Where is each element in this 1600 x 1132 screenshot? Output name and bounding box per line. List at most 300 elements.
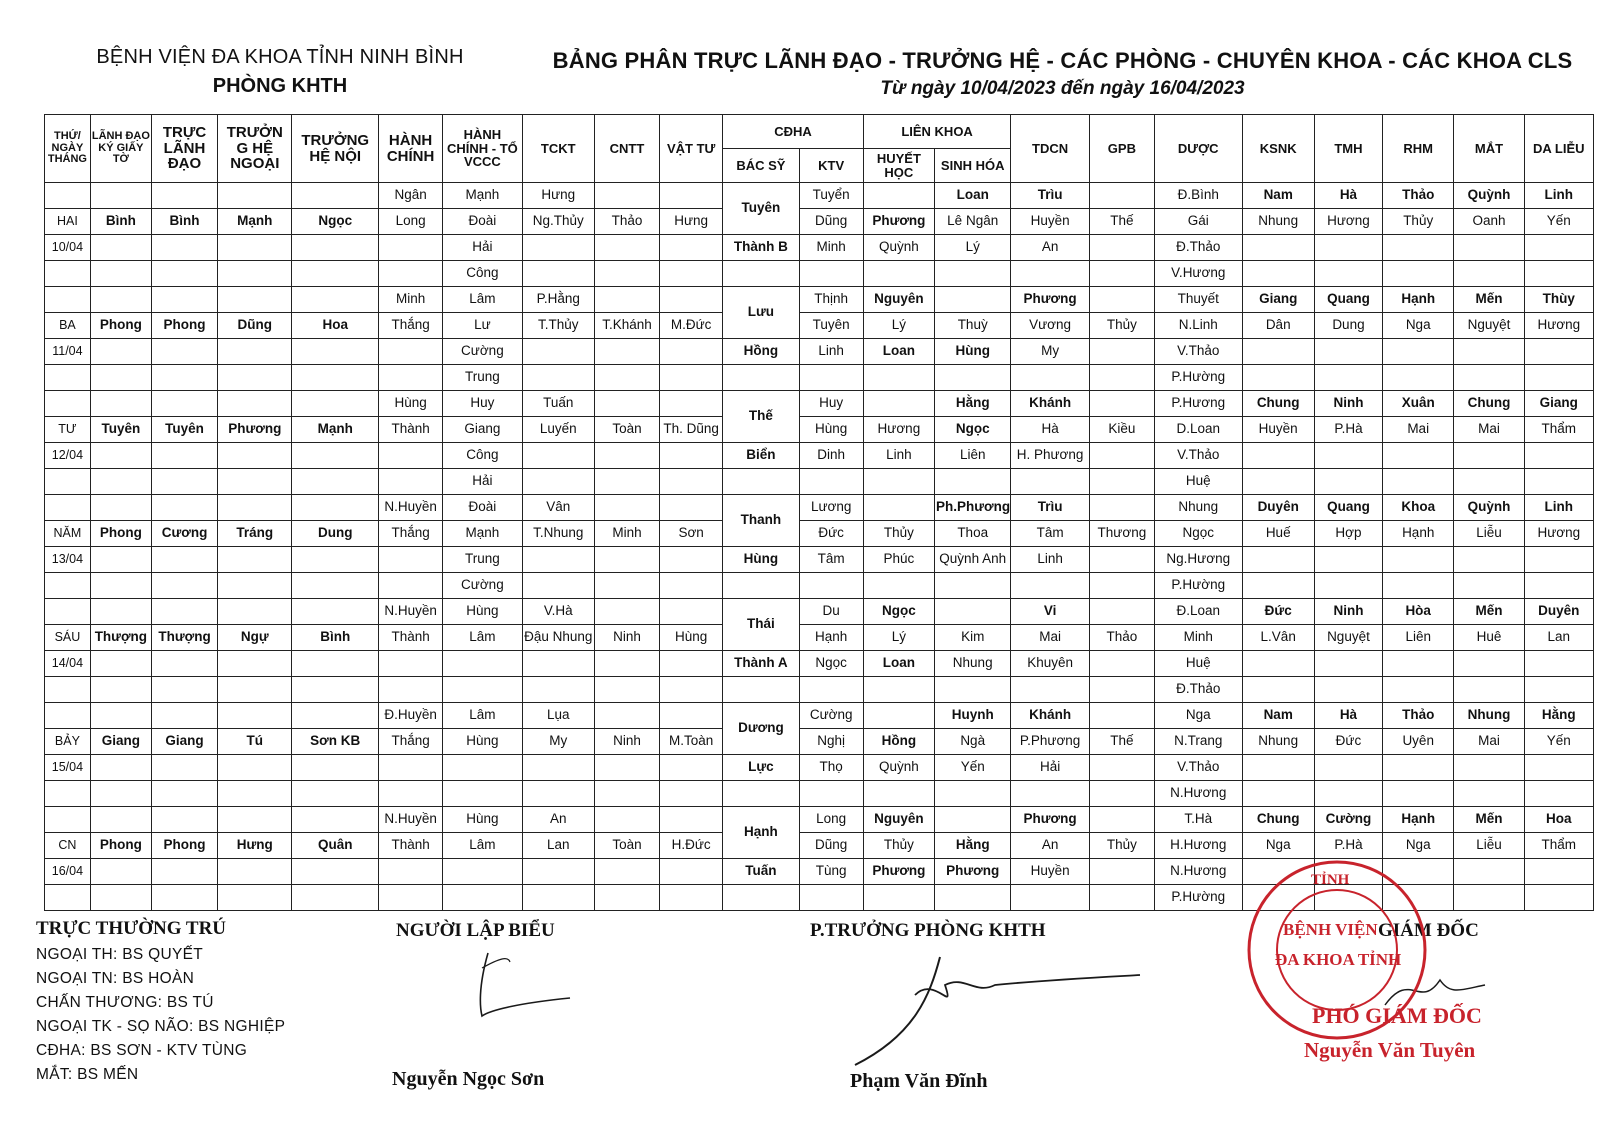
cell-huyet-hoc <box>863 183 934 209</box>
cell-empty <box>1454 469 1524 495</box>
cell-empty <box>151 885 217 911</box>
roster-row <box>45 547 1594 573</box>
cell-empty <box>1089 885 1154 911</box>
cell-empty <box>935 885 1011 911</box>
cell-hanh-chinh: Thắng <box>379 729 443 755</box>
cell-truong-he-ngoai: Mạnh <box>218 209 292 235</box>
cell-mat: Mến <box>1454 807 1524 833</box>
cell-empty <box>1524 235 1593 261</box>
cell-cntt: Ninh <box>594 625 659 651</box>
cell-empty <box>594 781 659 807</box>
cell-empty <box>45 677 91 703</box>
cell-cntt: Thảo <box>594 209 659 235</box>
cell-tckt: Tuấn <box>522 391 594 417</box>
cell-empty <box>379 339 443 365</box>
cell-empty <box>218 651 292 677</box>
cell-empty <box>799 365 863 391</box>
cell-empty <box>1314 651 1382 677</box>
truc-line: MẮT: BS MẾN <box>36 1066 139 1083</box>
cell-lanh-dao-ky: Phong <box>90 313 151 339</box>
cell-empty <box>218 391 292 417</box>
cell-empty <box>151 755 217 781</box>
cell-day: SÁU <box>45 625 91 651</box>
cell-empty <box>1011 677 1089 703</box>
cell-mat: Nhung <box>1454 703 1524 729</box>
cell-truong-he-ngoai: Ngự <box>218 625 292 651</box>
col-header-bac-sy: BÁC SỸ <box>723 149 799 183</box>
cell-empty <box>1011 261 1089 287</box>
cell-empty <box>90 339 151 365</box>
cell-bac-sy: Thái <box>723 599 799 651</box>
cell-da-lieu: Giang <box>1524 391 1593 417</box>
roster-row <box>45 339 1594 365</box>
cell-hanh-chinh-to: Hùng <box>443 729 522 755</box>
cell-empty <box>660 755 723 781</box>
cell-empty <box>522 651 594 677</box>
roster-row <box>45 183 1594 209</box>
cell-empty <box>218 677 292 703</box>
cell-huyet-hoc: Hương <box>863 417 934 443</box>
cell-mat: Mến <box>1454 599 1524 625</box>
cell-empty <box>292 365 379 391</box>
cell-empty <box>1089 573 1154 599</box>
cell-empty <box>45 495 91 521</box>
cell-empty <box>151 287 217 313</box>
cell-duoc: P.Hương <box>1154 391 1242 417</box>
cell-empty <box>151 807 217 833</box>
cell-tckt: Đậu Nhung <box>522 625 594 651</box>
cell-tmh: Quang <box>1314 287 1382 313</box>
cell-empty <box>1383 677 1454 703</box>
cell-vat-tu: M.Toàn <box>660 729 723 755</box>
cell-empty <box>1089 287 1154 313</box>
roster-row <box>45 495 1594 521</box>
cell-empty <box>1011 573 1089 599</box>
cell-hanh-chinh-to: Lâm <box>443 287 522 313</box>
cell-ktv: Tùng <box>799 859 863 885</box>
cell-empty <box>1314 573 1382 599</box>
cell-hanh-chinh-to: Trung <box>443 365 522 391</box>
cell-vat-tu: H.Đức <box>660 833 723 859</box>
cell-ksnk: Huế <box>1242 521 1314 547</box>
cell-tdcn: Phương <box>1011 287 1089 313</box>
cell-empty <box>90 703 151 729</box>
cell-empty <box>1011 885 1089 911</box>
cell-empty <box>799 261 863 287</box>
cell-ktv: Long <box>799 807 863 833</box>
cell-ktv: Huy <box>799 391 863 417</box>
cell-date: 11/04 <box>45 339 91 365</box>
cell-empty <box>1242 235 1314 261</box>
truc-line: NGOẠI TK - SỌ NÃO: BS NGHIỆP <box>36 1018 286 1035</box>
cell-empty <box>90 677 151 703</box>
cell-tckt: T.Thủy <box>522 313 594 339</box>
cell-da-lieu: Thẩm <box>1524 833 1593 859</box>
cell-empty <box>660 183 723 209</box>
roster-body <box>45 183 1594 911</box>
cell-empty <box>660 599 723 625</box>
cell-empty <box>218 495 292 521</box>
cell-duoc: H.Hương <box>1154 833 1242 859</box>
cell-tdcn: Linh <box>1011 547 1089 573</box>
cell-ksnk: L.Vân <box>1242 625 1314 651</box>
cell-rhm: Nga <box>1383 833 1454 859</box>
cell-empty <box>292 755 379 781</box>
roster-row <box>45 755 1594 781</box>
cell-sinh-hoa: Ngọc <box>935 417 1011 443</box>
cell-date: 15/04 <box>45 755 91 781</box>
cell-empty <box>379 261 443 287</box>
cell-empty <box>151 677 217 703</box>
cell-empty <box>935 365 1011 391</box>
cell-empty <box>292 339 379 365</box>
cell-ksnk: Nam <box>1242 183 1314 209</box>
cell-empty <box>594 391 659 417</box>
document-header-right <box>535 48 1590 100</box>
cell-duoc: Nga <box>1154 703 1242 729</box>
cell-hanh-chinh: Thành <box>379 417 443 443</box>
cell-empty <box>379 365 443 391</box>
cell-empty <box>935 573 1011 599</box>
cell-hanh-chinh: Đ.Huyền <box>379 703 443 729</box>
roster-row <box>45 807 1594 833</box>
cell-sinh-hoa: Ngà <box>935 729 1011 755</box>
cell-ksnk: Nam <box>1242 703 1314 729</box>
cell-empty <box>379 781 443 807</box>
cell-ktv: Lương <box>799 495 863 521</box>
cell-date: 10/04 <box>45 235 91 261</box>
cell-empty <box>218 755 292 781</box>
cell-empty <box>218 235 292 261</box>
cell-tdcn: P.Phương <box>1011 729 1089 755</box>
cell-empty <box>935 677 1011 703</box>
cell-duoc: N.Linh <box>1154 313 1242 339</box>
cell-empty <box>151 391 217 417</box>
cell-duoc: V.Thảo <box>1154 755 1242 781</box>
cell-bac-sy: Thế <box>723 391 799 443</box>
cell-hanh-chinh-to <box>443 651 522 677</box>
cell-hanh-chinh-to <box>443 677 522 703</box>
cell-empty <box>151 339 217 365</box>
cell-empty <box>45 885 91 911</box>
cell-duoc: Đ.Loan <box>1154 599 1242 625</box>
cell-empty <box>218 573 292 599</box>
cell-empty <box>292 261 379 287</box>
cell-empty <box>379 443 443 469</box>
cell-tmh: P.Hà <box>1314 417 1382 443</box>
cell-empty <box>379 469 443 495</box>
cell-empty <box>660 807 723 833</box>
cell-duoc: V.Thảo <box>1154 443 1242 469</box>
cell-bac-sy: Thành B <box>723 235 799 261</box>
cell-huyet-hoc: Lý <box>863 625 934 651</box>
roster-row <box>45 313 1594 339</box>
cell-empty <box>1454 859 1524 885</box>
cell-cntt: Minh <box>594 521 659 547</box>
cell-empty <box>292 495 379 521</box>
cell-empty <box>1242 651 1314 677</box>
cell-hanh-chinh: Thắng <box>379 313 443 339</box>
cell-duoc: Ngọc <box>1154 521 1242 547</box>
cell-empty <box>660 547 723 573</box>
cell-tdcn: Hải <box>1011 755 1089 781</box>
col-header-truong-he-noi: TRƯỞNG HỆ NỘI <box>292 115 379 183</box>
cell-hanh-chinh: Thành <box>379 625 443 651</box>
cell-da-lieu: Linh <box>1524 183 1593 209</box>
cell-hanh-chinh: N.Huyền <box>379 807 443 833</box>
cell-empty <box>660 495 723 521</box>
cell-empty <box>594 261 659 287</box>
cell-empty <box>1314 339 1382 365</box>
cell-sinh-hoa: Phương <box>935 859 1011 885</box>
cell-da-lieu: Hương <box>1524 521 1593 547</box>
cell-empty <box>522 469 594 495</box>
cell-ksnk: Nga <box>1242 833 1314 859</box>
cell-empty <box>522 781 594 807</box>
cell-empty <box>1314 781 1382 807</box>
cell-day: TƯ <box>45 417 91 443</box>
col-header-hanh-chinh-to: HÀNH CHÍNH - TỔ VCCC <box>443 115 522 183</box>
cell-sinh-hoa: Kim <box>935 625 1011 651</box>
cell-tdcn: Khánh <box>1011 391 1089 417</box>
cell-empty <box>1454 781 1524 807</box>
cell-hanh-chinh-to: Lâm <box>443 703 522 729</box>
cell-empty <box>90 287 151 313</box>
cell-hanh-chinh: Ngân <box>379 183 443 209</box>
cell-empty <box>45 183 91 209</box>
cell-empty <box>218 469 292 495</box>
cell-tdcn: Phương <box>1011 807 1089 833</box>
cell-empty <box>594 677 659 703</box>
cell-empty <box>292 391 379 417</box>
cell-empty <box>292 807 379 833</box>
cell-tdcn: Tâm <box>1011 521 1089 547</box>
cell-truong-he-ngoai: Tú <box>218 729 292 755</box>
cell-hanh-chinh-to: Lâm <box>443 625 522 651</box>
roster-row <box>45 287 1594 313</box>
cell-date: 16/04 <box>45 859 91 885</box>
cell-empty <box>522 235 594 261</box>
cell-empty <box>1242 443 1314 469</box>
cell-empty <box>45 365 91 391</box>
cell-rhm: Thủy <box>1383 209 1454 235</box>
cell-sinh-hoa: Lý <box>935 235 1011 261</box>
cell-empty <box>594 807 659 833</box>
cell-da-lieu: Lan <box>1524 625 1593 651</box>
cell-truong-he-ngoai: Dũng <box>218 313 292 339</box>
cell-tmh: Hương <box>1314 209 1382 235</box>
col-header-cntt: CNTT <box>594 115 659 183</box>
cell-truc-lanh-dao: Giang <box>151 729 217 755</box>
cell-empty <box>1314 547 1382 573</box>
cell-bac-sy: Thành A <box>723 651 799 677</box>
cell-lanh-dao-ky: Giang <box>90 729 151 755</box>
cell-hanh-chinh-to <box>443 781 522 807</box>
col-header-ktv: KTV <box>799 149 863 183</box>
col-header-lien-khoa: LIÊN KHOA <box>863 115 1011 149</box>
cell-sinh-hoa <box>935 599 1011 625</box>
cell-vat-tu: Hưng <box>660 209 723 235</box>
cell-hanh-chinh: N.Huyền <box>379 495 443 521</box>
cell-empty <box>1089 365 1154 391</box>
cell-cntt: Toàn <box>594 417 659 443</box>
cell-empty <box>522 755 594 781</box>
cell-truong-he-noi: Ngọc <box>292 209 379 235</box>
cell-hanh-chinh: N.Huyền <box>379 599 443 625</box>
cell-gpb: Thảo <box>1089 625 1154 651</box>
cell-tdcn: Trìu <box>1011 183 1089 209</box>
cell-gpb: Kiều <box>1089 417 1154 443</box>
cell-empty <box>292 547 379 573</box>
cell-empty <box>1383 443 1454 469</box>
cell-empty <box>594 287 659 313</box>
cell-empty <box>90 807 151 833</box>
cell-empty <box>45 287 91 313</box>
cell-empty <box>660 677 723 703</box>
cell-hanh-chinh-to: Lư <box>443 313 522 339</box>
cell-empty <box>218 703 292 729</box>
cell-day: BA <box>45 313 91 339</box>
cell-empty <box>522 677 594 703</box>
cell-lanh-dao-ky: Tuyên <box>90 417 151 443</box>
roster-row <box>45 261 1594 287</box>
cell-duoc: Đ.Thảo <box>1154 235 1242 261</box>
cell-bac-sy: Thanh <box>723 495 799 547</box>
roster-row <box>45 521 1594 547</box>
cell-empty <box>799 677 863 703</box>
cell-empty <box>90 651 151 677</box>
cell-empty <box>218 547 292 573</box>
cell-empty <box>1011 781 1089 807</box>
cell-mat: Huê <box>1454 625 1524 651</box>
cell-empty <box>218 339 292 365</box>
cell-tmh: P.Hà <box>1314 833 1382 859</box>
cell-truong-he-ngoai: Tráng <box>218 521 292 547</box>
cell-rhm: Khoa <box>1383 495 1454 521</box>
cell-hanh-chinh: Long <box>379 209 443 235</box>
cell-empty <box>1383 755 1454 781</box>
cell-ktv: Hạnh <box>799 625 863 651</box>
cell-empty <box>1524 547 1593 573</box>
col-header-duoc: DƯỢC <box>1154 115 1242 183</box>
cell-sinh-hoa: Yến <box>935 755 1011 781</box>
cell-tmh: Hà <box>1314 703 1382 729</box>
cell-duoc: V.Hương <box>1154 261 1242 287</box>
cell-empty <box>594 599 659 625</box>
cell-rhm: Thảo <box>1383 183 1454 209</box>
cell-empty <box>799 781 863 807</box>
cell-empty <box>1524 365 1593 391</box>
cell-empty <box>1314 365 1382 391</box>
cell-ktv: Linh <box>799 339 863 365</box>
cell-empty <box>45 261 91 287</box>
cell-tdcn: Vi <box>1011 599 1089 625</box>
cell-gpb: Thế <box>1089 209 1154 235</box>
cell-empty <box>1524 651 1593 677</box>
cell-date: 14/04 <box>45 651 91 677</box>
cell-empty <box>863 573 934 599</box>
cell-duoc: Nhung <box>1154 495 1242 521</box>
cell-empty <box>1454 547 1524 573</box>
cell-tdcn: An <box>1011 833 1089 859</box>
cell-ktv: Tâm <box>799 547 863 573</box>
cell-empty <box>218 885 292 911</box>
cell-rhm: Hạnh <box>1383 521 1454 547</box>
col-header-ksnk: KSNK <box>1242 115 1314 183</box>
cell-huyet-hoc: Phúc <box>863 547 934 573</box>
nguoi-lap-bieu-title: NGƯỜI LẬP BIỂU <box>396 920 555 941</box>
cell-hanh-chinh-to: Hùng <box>443 807 522 833</box>
cell-empty <box>1089 391 1154 417</box>
cell-ksnk: Đức <box>1242 599 1314 625</box>
cell-sinh-hoa: Loan <box>935 183 1011 209</box>
cell-empty <box>1524 677 1593 703</box>
cell-empty <box>1524 261 1593 287</box>
cell-tckt: Lụa <box>522 703 594 729</box>
col-header-gpb: GPB <box>1089 115 1154 183</box>
roster-row <box>45 703 1594 729</box>
cell-tckt: My <box>522 729 594 755</box>
col-header-rhm: RHM <box>1383 115 1454 183</box>
cell-ksnk: Chung <box>1242 391 1314 417</box>
cell-bac-sy: Dương <box>723 703 799 755</box>
cell-empty <box>863 261 934 287</box>
cell-empty <box>45 573 91 599</box>
cell-empty <box>660 339 723 365</box>
cell-empty <box>151 443 217 469</box>
cell-huyet-hoc <box>863 495 934 521</box>
cell-empty <box>594 365 659 391</box>
cell-empty <box>1089 339 1154 365</box>
cell-empty <box>292 443 379 469</box>
cell-empty <box>799 469 863 495</box>
cell-empty <box>1314 443 1382 469</box>
truc-thuong-tru-block <box>36 918 366 1084</box>
cell-empty <box>1242 677 1314 703</box>
cell-empty <box>1454 261 1524 287</box>
cell-tckt: Hưng <box>522 183 594 209</box>
cell-ktv: Nghị <box>799 729 863 755</box>
cell-empty <box>935 469 1011 495</box>
cell-ktv: Thịnh <box>799 287 863 313</box>
cell-sinh-hoa <box>935 287 1011 313</box>
cell-empty <box>1089 495 1154 521</box>
signature-nguoi-lap-bieu <box>460 948 580 1028</box>
cell-empty <box>90 547 151 573</box>
cell-ktv: Dũng <box>799 833 863 859</box>
cell-empty <box>1454 573 1524 599</box>
cell-cntt: Ninh <box>594 729 659 755</box>
cell-empty <box>935 781 1011 807</box>
cell-tckt: Ng.Thủy <box>522 209 594 235</box>
cell-rhm: Uyên <box>1383 729 1454 755</box>
roster-row <box>45 833 1594 859</box>
cell-hanh-chinh-to <box>443 859 522 885</box>
cell-empty <box>1454 755 1524 781</box>
cell-empty <box>1089 781 1154 807</box>
cell-tmh: Quang <box>1314 495 1382 521</box>
cell-cntt: T.Khánh <box>594 313 659 339</box>
cell-empty <box>1011 365 1089 391</box>
cell-hanh-chinh-to: Cường <box>443 573 522 599</box>
cell-empty <box>218 287 292 313</box>
cell-empty <box>218 807 292 833</box>
roster-row <box>45 391 1594 417</box>
truc-line: CHẤN THƯƠNG: BS TÚ <box>36 994 214 1011</box>
cell-duoc: N.Hương <box>1154 859 1242 885</box>
cell-empty <box>522 443 594 469</box>
cell-empty <box>151 859 217 885</box>
